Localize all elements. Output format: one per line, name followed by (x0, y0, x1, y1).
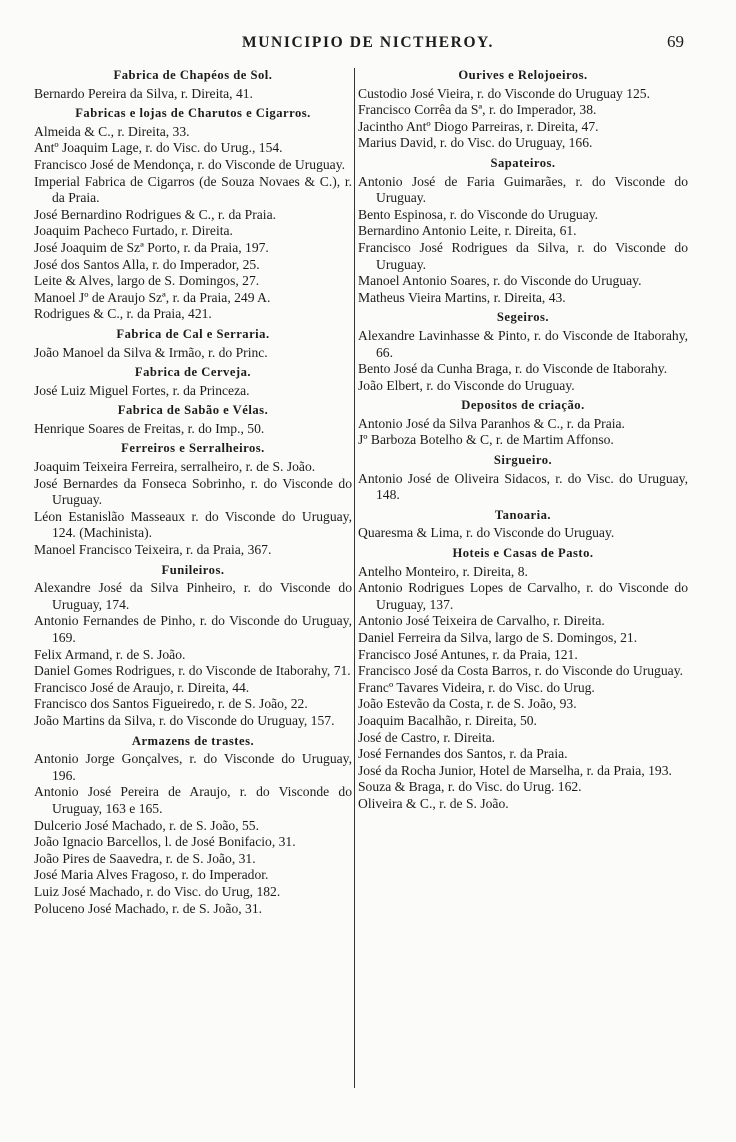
directory-entry: Antonio José de Faria Guimarães, r. do Visconde do Uruguay. (358, 173, 688, 206)
directory-entry: Bernardo Pereira da Silva, r. Direita, 41. (34, 85, 253, 101)
directory-entry: Bento Espinosa, r. do Visconde do Uruguay. (358, 206, 599, 222)
page-header (0, 32, 736, 54)
directory-entry: Imperial Fabrica de Cigarros (de Souza Novaes & C.), r. da Praia. (34, 173, 352, 206)
section-title: Fabrica de Cerveja. (134, 365, 252, 380)
directory-entry: José Fernandes dos Santos, r. da Praia. (358, 746, 568, 762)
directory-entry: Leite & Alves, largo de S. Domingos, 27. (34, 273, 260, 289)
directory-entry: Antonio Rodrigues Lopes de Carvalho, r. do Visconde do Uruguay, 137. (358, 580, 688, 612)
directory-section (34, 733, 352, 918)
directory-entry: Custodio José Vieira, r. do Visconde do Uruguay 125. (358, 85, 650, 101)
directory-section (34, 440, 352, 558)
section-title: Sapateiros. (490, 155, 556, 170)
left-column (34, 66, 352, 917)
directory-entry: Antonio Jorge Gonçalves, r. do Visconde do Uruguay, 196. (34, 751, 352, 783)
directory-entry: Francisco Corrêa da Sª, r. do Imperador, 38. (358, 102, 597, 118)
directory-entry: Antonio José Pereira de Araujo, r. do Visconde do Uruguay, 163 e 165. (34, 784, 352, 816)
directory-entry: José da Rocha Junior, Hotel de Marselha, r. da Praia, 193. (358, 762, 672, 778)
directory-section (358, 397, 688, 449)
section-title: Ourives e Relojoeiros. (458, 68, 588, 82)
directory-entry: Joaquim Bacalhão, r. Direita, 50. (358, 712, 537, 728)
directory-entry: José de Castro, r. Direita. (358, 729, 496, 745)
directory-entry: Bernardino Antonio Leite, r. Direita, 61. (358, 223, 577, 239)
directory-entry: José Luiz Miguel Fortes, r. da Princeza. (34, 382, 250, 398)
directory-entry: João Estevão da Costa, r. de S. João, 93. (358, 696, 577, 712)
directory-entry: José Maria Alves Fragoso, r. do Imperador. (34, 867, 269, 883)
directory-section (358, 507, 688, 542)
section-title: Ferreiros e Serralheiros. (121, 441, 265, 456)
directory-entry: Francº Tavares Videira, r. do Visc. do Urug. (358, 679, 595, 695)
directory-entry: Souza & Braga, r. do Visc. do Urug. 162. (358, 779, 582, 795)
directory-entry: Francisco José Antunes, r. da Praia, 121. (358, 646, 578, 662)
directory-section (358, 155, 688, 306)
directory-section (34, 67, 352, 102)
directory-entry: Francisco José da Costa Barros, r. do Visconde do Uruguay. (358, 663, 684, 679)
section-title: Tanoaria. (494, 507, 552, 522)
directory-entry: Almeida & C., r. Direita, 33. (34, 123, 190, 139)
directory-entry: Francisco José de Araujo, r. Direita, 44. (34, 679, 250, 695)
section-title: Hoteis e Casas de Pasto. (452, 546, 594, 561)
directory-entry: Bento José da Cunha Braga, r. do Visconde de Itaborahy. (358, 361, 668, 377)
directory-entry: José Joaquim de Szª Porto, r. da Praia, 197. (34, 239, 269, 255)
page-number: 69 (667, 32, 684, 51)
directory-entry: José Bernardes da Fonseca Sobrinho, r. do Visconde do Uruguay. (34, 475, 352, 508)
section-title: Armazens de trastes. (131, 733, 255, 748)
directory-entry: Antonio Fernandes de Pinho, r. do Visconde do Uruguay, 169. (34, 613, 352, 645)
directory-entry: Antº Joaquim Lage, r. do Visc. do Urug., 154. (34, 140, 283, 156)
directory-section (34, 326, 352, 361)
directory-entry: Francisco José Rodrigues da Silva, r. do Visconde do Uruguay. (358, 239, 688, 272)
directory-entry: Jacintho Antº Diogo Parreiras, r. Direita, 47. (358, 118, 599, 134)
directory-entry: Alexandre Lavinhasse & Pinto, r. do Visconde de Itaborahy, 66. (358, 327, 688, 360)
directory-entry: Felix Armand, r. de S. João. (34, 646, 186, 662)
directory-section (358, 545, 688, 813)
section-title: Fabrica de Chapéos de Sol. (113, 68, 273, 82)
right-column (358, 66, 688, 813)
directory-entry: João Pires de Saavedra, r. de S. João, 31. (34, 850, 256, 866)
directory-section (358, 309, 688, 394)
directory-entry: Manoel Francisco Teixeira, r. da Praia, 367. (34, 542, 272, 558)
section-title: Fabrica de Cal e Serraria. (116, 326, 270, 341)
directory-entry: Daniel Gomes Rodrigues, r. do Visconde de Itaborahy, 71. (34, 663, 351, 679)
directory-entry: João Elbert, r. do Visconde do Uruguay. (358, 377, 575, 393)
directory-entry: Marius David, r. do Visc. do Uruguay, 166. (358, 135, 593, 151)
directory-section (34, 105, 352, 323)
directory-entry: Poluceno José Machado, r. de S. João, 31. (34, 900, 263, 916)
section-title: Fabrica de Sabão e Vélas. (117, 403, 269, 418)
directory-entry: Antelho Monteiro, r. Direita, 8. (358, 563, 528, 579)
directory-entry: Antonio José de Oliveira Sidacos, r. do Visc. do Uruguay, 148. (358, 470, 688, 503)
section-title: Funileiros. (161, 562, 225, 577)
directory-entry: Léon Estanislão Masseaux r. do Visconde do Uruguay, 124. (Machinista). (34, 508, 352, 541)
column-divider (354, 68, 355, 1088)
directory-entry: Antonio José da Silva Paranhos & C., r. da Praia. (358, 415, 625, 431)
section-title: Segeiros. (496, 310, 550, 325)
directory-section (358, 452, 688, 504)
directory-entry: Antonio José Teixeira de Carvalho, r. Direita. (358, 613, 605, 629)
directory-section (34, 364, 352, 399)
directory-entry: Dulcerio José Machado, r. de S. João, 55. (34, 817, 260, 833)
section-title: Fabricas e lojas de Charutos e Cigarros. (75, 106, 311, 121)
directory-entry: Quaresma & Lima, r. do Visconde do Uruguay. (358, 525, 615, 541)
directory-entry: Joaquim Pacheco Furtado, r. Direita. (34, 223, 233, 239)
directory-entry: José dos Santos Alla, r. do Imperador, 25. (34, 256, 260, 272)
directory-entry: Oliveira & C., r. de S. João. (358, 795, 509, 811)
directory-entry: Daniel Ferreira da Silva, largo de S. Domingos, 21. (358, 630, 638, 645)
directory-entry: João Manoel da Silva & Irmão, r. do Princ. (34, 344, 268, 360)
directory-section (358, 67, 688, 152)
directory-entry: Rodrigues & C., r. da Praia, 421. (34, 306, 212, 322)
directory-entry: João Ignacio Barcellos, l. de José Bonifacio, 31. (34, 834, 296, 850)
directory-section (34, 562, 352, 730)
section-title: Sirgueiro. (493, 453, 553, 468)
running-title: MUNICIPIO DE NICTHEROY. (242, 34, 494, 51)
directory-entry: Henrique Soares de Freitas, r. do Imp., 50. (34, 420, 265, 436)
directory-entry: Joaquim Teixeira Ferreira, serralheiro, r. de S. João. (34, 459, 316, 475)
directory-entry: Alexandre José da Silva Pinheiro, r. do Visconde do Uruguay, 174. (34, 580, 352, 612)
directory-entry: Luiz José Machado, r. do Visc. do Urug, 182. (34, 883, 281, 899)
directory-entry: João Martins da Silva, r. do Visconde do Uruguay, 157. (34, 712, 335, 728)
directory-entry: Matheus Vieira Martins, r. Direita, 43. (358, 289, 566, 305)
directory-entry: José Bernardino Rodrigues & C., r. da Praia. (34, 206, 277, 222)
directory-entry: Francisco José de Mendonça, r. do Visconde de Uruguay. (34, 156, 346, 172)
directory-entry: Manoel Antonio Soares, r. do Visconde do Uruguay. (358, 273, 642, 289)
directory-entry: Jº Barboza Botelho & C, r. de Martim Affonso. (358, 432, 614, 448)
directory-entry: Manoel Jº de Araujo Szª, r. da Praia, 249 A. (34, 289, 271, 305)
section-title: Depositos de criação. (461, 398, 585, 413)
directory-entry: Francisco dos Santos Figueiredo, r. de S. João, 22. (34, 696, 308, 712)
directory-section (34, 402, 352, 437)
